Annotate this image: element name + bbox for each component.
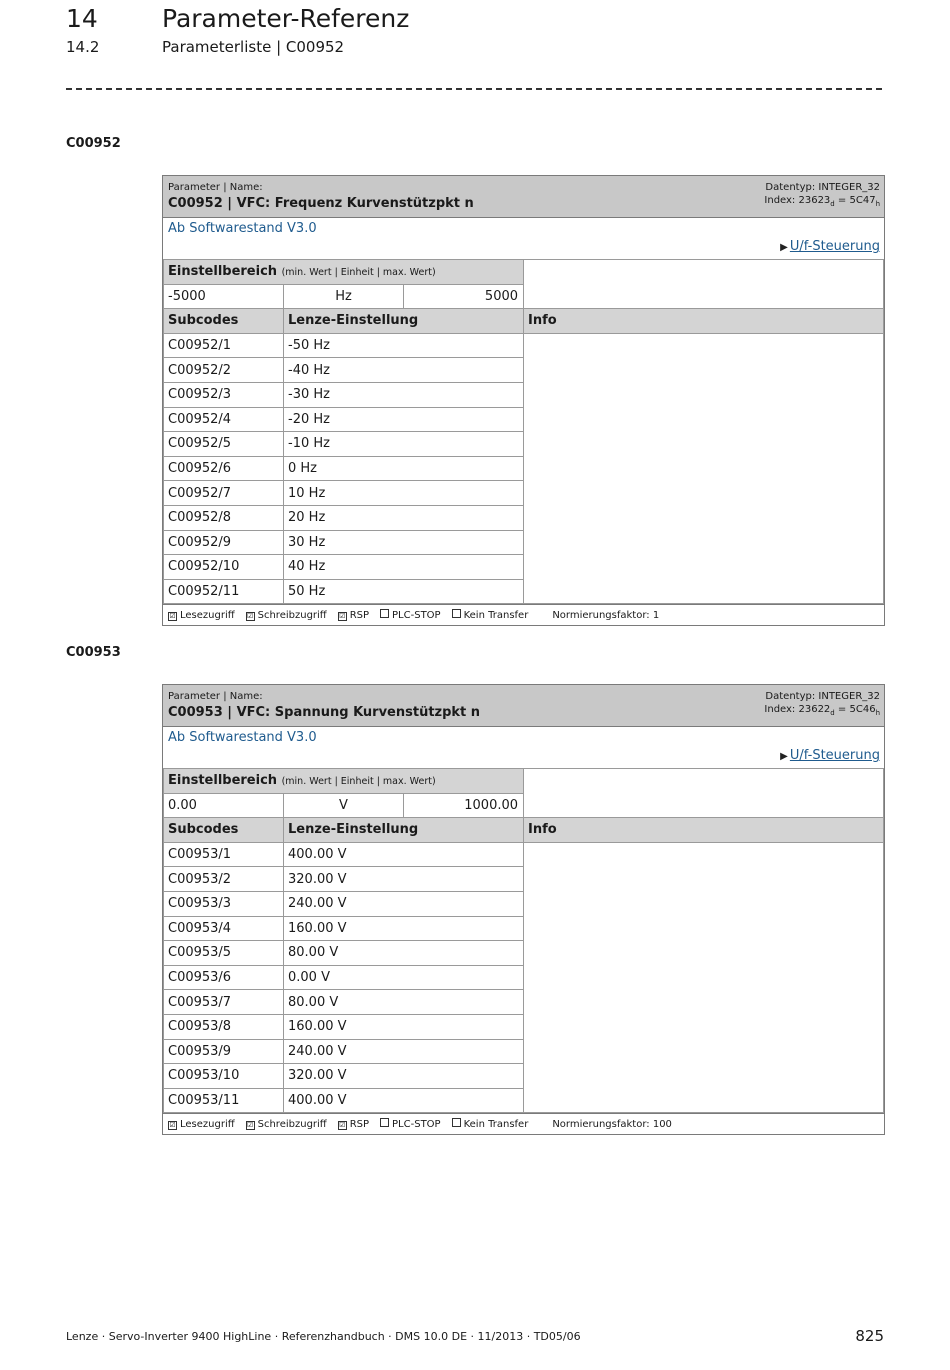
lenze-value-cell: -10 Hz xyxy=(284,432,524,457)
flag-rsp: ☑ RSP xyxy=(339,1118,370,1130)
header-dashed-rule xyxy=(66,88,882,90)
datatype: Datentyp: INTEGER_32 xyxy=(765,182,880,193)
lenze-value-cell: 0.00 V xyxy=(284,965,524,990)
checkbox-checked-icon: ☑ xyxy=(169,611,176,620)
version-row xyxy=(163,727,884,768)
subcode-cell: C00953/7 xyxy=(164,990,284,1015)
checkbox-empty-icon xyxy=(452,1118,461,1127)
flag-plc-stop: PLC-STOP xyxy=(380,609,441,621)
flags-row xyxy=(163,604,884,625)
subcode-cell: C00952/10 xyxy=(164,555,284,580)
index xyxy=(764,704,880,717)
range-hint: (min. Wert | Einheit | max. Wert) xyxy=(281,267,436,279)
table-row xyxy=(164,333,884,358)
subcode-cell: C00952/9 xyxy=(164,530,284,555)
checkbox-checked-icon: ☑ xyxy=(246,1120,254,1129)
index-hex: = 5C46 xyxy=(834,704,876,715)
subcode-cell: C00952/2 xyxy=(164,358,284,383)
subcode-cell: C00952/3 xyxy=(164,382,284,407)
col-subcodes: Subcodes xyxy=(164,309,284,334)
subcode-cell: C00953/10 xyxy=(164,1064,284,1089)
lenze-value-cell: 320.00 V xyxy=(284,867,524,892)
range-unit: V xyxy=(284,793,404,818)
range-blank-cell xyxy=(524,769,884,818)
section-number: 14.2 xyxy=(66,38,100,56)
range-header xyxy=(164,769,524,794)
column-header-row xyxy=(164,309,884,334)
parameter-box-c00953 xyxy=(162,684,885,1135)
subcode-cell: C00953/1 xyxy=(164,842,284,867)
flag-write: ☑ Schreibzugriff xyxy=(246,1118,327,1130)
lenze-value-cell: -30 Hz xyxy=(284,382,524,407)
flag-rsp: ☑ RSP xyxy=(339,609,370,621)
index xyxy=(764,195,880,208)
lenze-value-cell: 400.00 V xyxy=(284,1088,524,1113)
lenze-value-cell: 80.00 V xyxy=(284,941,524,966)
range-header-row xyxy=(164,769,884,794)
subcode-cell: C00952/5 xyxy=(164,432,284,457)
range-header-row xyxy=(164,260,884,285)
parameter-header xyxy=(163,176,884,218)
parameter-table xyxy=(163,259,884,604)
subcode-cell: C00952/7 xyxy=(164,481,284,506)
checkbox-empty-icon xyxy=(380,1118,389,1127)
index-hex: = 5C47 xyxy=(834,195,876,206)
subcode-cell: C00952/1 xyxy=(164,333,284,358)
footer-text: Lenze · Servo-Inverter 9400 HighLine · Referenzhandbuch · DMS 10.0 DE · 11/2013 · TD05/06 xyxy=(66,1330,581,1343)
info-cell xyxy=(524,842,884,1113)
flags-row xyxy=(163,1113,884,1134)
lenze-value-cell: 0 Hz xyxy=(284,456,524,481)
lenze-value-cell: 240.00 V xyxy=(284,891,524,916)
subcode-cell: C00953/6 xyxy=(164,965,284,990)
table-row xyxy=(164,842,884,867)
link-label[interactable]: U/f-Steuerung xyxy=(789,748,880,763)
range-label: Einstellbereich xyxy=(168,773,278,789)
page-number: 825 xyxy=(855,1327,884,1345)
info-cell xyxy=(524,333,884,604)
normalization-factor: Normierungsfaktor: 1 xyxy=(552,609,660,621)
checkbox-checked-icon: ☑ xyxy=(169,1120,176,1129)
lenze-value-cell: -20 Hz xyxy=(284,407,524,432)
parameter-name-label: Parameter | Name: xyxy=(168,691,263,702)
subcode-cell: C00952/11 xyxy=(164,579,284,604)
subcode-cell: C00953/4 xyxy=(164,916,284,941)
parameter-box-c00952 xyxy=(162,175,885,626)
col-subcodes: Subcodes xyxy=(164,818,284,843)
subcode-cell: C00953/3 xyxy=(164,891,284,916)
lenze-value-cell: 400.00 V xyxy=(284,842,524,867)
index-hex-subscript: h xyxy=(875,709,880,717)
range-min: -5000 xyxy=(164,284,284,309)
parameter-table xyxy=(163,768,884,1113)
software-version: Ab Softwarestand V3.0 xyxy=(168,730,317,745)
lenze-value-cell: 320.00 V xyxy=(284,1064,524,1089)
checkbox-checked-icon: ☑ xyxy=(246,611,254,620)
col-info: Info xyxy=(524,309,884,334)
checkbox-empty-icon xyxy=(452,609,461,618)
uf-steuerung-link[interactable] xyxy=(780,748,880,763)
triangle-right-icon: ▶ xyxy=(780,751,788,762)
index-dec: Index: 23622 xyxy=(764,704,831,715)
subcode-cell: C00953/8 xyxy=(164,1014,284,1039)
lenze-value-cell: 50 Hz xyxy=(284,579,524,604)
lenze-value-cell: 80.00 V xyxy=(284,990,524,1015)
index-hex-subscript: h xyxy=(875,200,880,208)
flag-plc-stop: PLC-STOP xyxy=(380,1118,441,1130)
flag-read: ☑ Lesezugriff xyxy=(169,609,235,621)
datatype: Datentyp: INTEGER_32 xyxy=(765,691,880,702)
subcode-cell: C00953/5 xyxy=(164,941,284,966)
section-title: Parameterliste | C00952 xyxy=(162,38,345,56)
subcode-cell: C00952/8 xyxy=(164,505,284,530)
parameter-name: C00952 | VFC: Frequenz Kurvenstützpkt n xyxy=(168,196,474,211)
range-blank-cell xyxy=(524,260,884,309)
version-row xyxy=(163,218,884,259)
range-min: 0.00 xyxy=(164,793,284,818)
parameter-name-label: Parameter | Name: xyxy=(168,182,263,193)
software-version: Ab Softwarestand V3.0 xyxy=(168,221,317,236)
lenze-value-cell: 10 Hz xyxy=(284,481,524,506)
flag-read: ☑ Lesezugriff xyxy=(169,1118,235,1130)
subcode-cell: C00952/4 xyxy=(164,407,284,432)
index-dec: Index: 23623 xyxy=(764,195,831,206)
lenze-value-cell: 40 Hz xyxy=(284,555,524,580)
col-lenze: Lenze-Einstellung xyxy=(284,818,524,843)
chapter-title: Parameter-Referenz xyxy=(162,4,410,33)
subcode-cell: C00953/9 xyxy=(164,1039,284,1064)
lenze-value-cell: -50 Hz xyxy=(284,333,524,358)
triangle-right-icon: ▶ xyxy=(780,242,788,253)
col-lenze: Lenze-Einstellung xyxy=(284,309,524,334)
range-unit: Hz xyxy=(284,284,404,309)
range-label: Einstellbereich xyxy=(168,264,278,280)
subcode-cell: C00953/2 xyxy=(164,867,284,892)
lenze-value-cell: 20 Hz xyxy=(284,505,524,530)
flag-write: ☑ Schreibzugriff xyxy=(246,609,327,621)
parameter-header xyxy=(163,685,884,727)
range-hint: (min. Wert | Einheit | max. Wert) xyxy=(281,776,436,788)
uf-steuerung-link[interactable] xyxy=(780,239,880,254)
range-max: 1000.00 xyxy=(404,793,524,818)
parameter-name: C00953 | VFC: Spannung Kurvenstützpkt n xyxy=(168,705,481,720)
code-label-c00952: C00952 xyxy=(66,136,121,151)
lenze-value-cell: 240.00 V xyxy=(284,1039,524,1064)
index-dec-subscript: d xyxy=(830,709,835,717)
range-max: 5000 xyxy=(404,284,524,309)
range-header xyxy=(164,260,524,285)
lenze-value-cell: 30 Hz xyxy=(284,530,524,555)
checkbox-checked-icon: ☑ xyxy=(339,611,346,620)
chapter-number: 14 xyxy=(66,4,98,33)
subcode-cell: C00952/6 xyxy=(164,456,284,481)
col-info: Info xyxy=(524,818,884,843)
lenze-value-cell: 160.00 V xyxy=(284,1014,524,1039)
flag-no-transfer: Kein Transfer xyxy=(452,1118,529,1130)
normalization-factor: Normierungsfaktor: 100 xyxy=(552,1118,672,1130)
link-label[interactable]: U/f-Steuerung xyxy=(789,239,880,254)
flag-no-transfer: Kein Transfer xyxy=(452,609,529,621)
column-header-row xyxy=(164,818,884,843)
lenze-value-cell: -40 Hz xyxy=(284,358,524,383)
checkbox-empty-icon xyxy=(380,609,389,618)
lenze-value-cell: 160.00 V xyxy=(284,916,524,941)
index-dec-subscript: d xyxy=(830,200,835,208)
subcode-cell: C00953/11 xyxy=(164,1088,284,1113)
checkbox-checked-icon: ☑ xyxy=(339,1120,346,1129)
code-label-c00953: C00953 xyxy=(66,645,121,660)
